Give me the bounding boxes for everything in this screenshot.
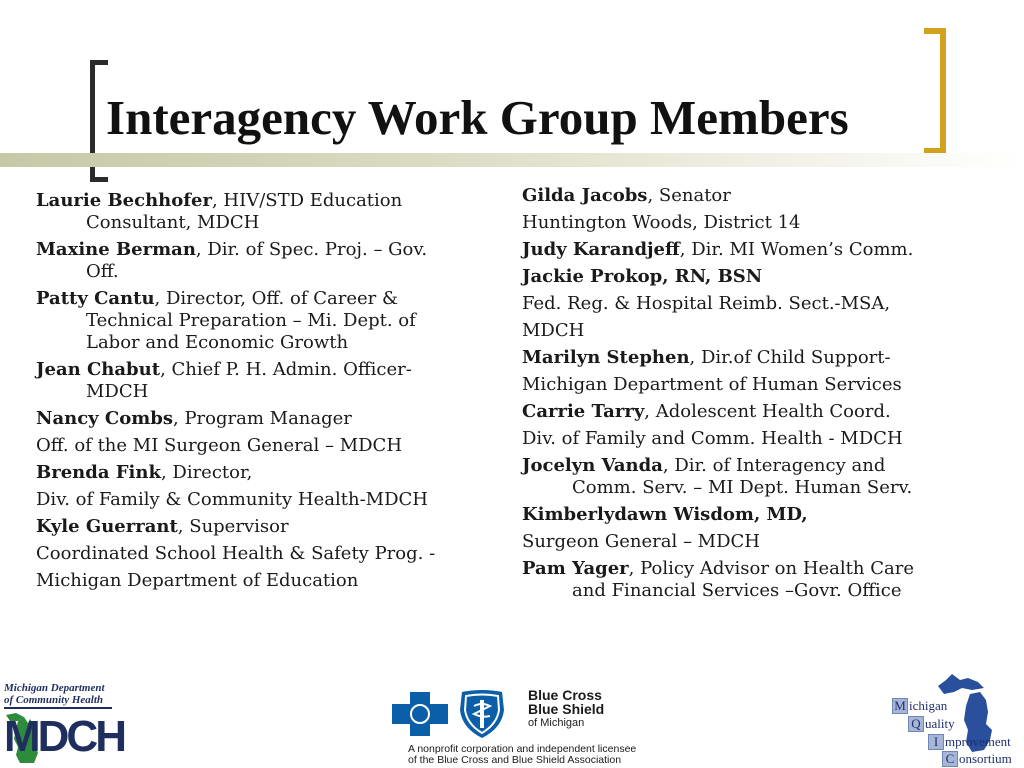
member-name: Kyle Guerrant [36, 516, 178, 537]
member-line: Div. of Family & Community Health-MDCH [36, 489, 428, 510]
mdch-logo-line2: of Community Health [4, 694, 104, 706]
member-line: Surgeon General – MDCH [522, 531, 760, 552]
member-entry [36, 435, 506, 457]
member-title: , HIV/STD Education [211, 190, 403, 211]
member-title: , Director, [160, 462, 253, 483]
member-entry [36, 359, 506, 403]
member-line [522, 455, 992, 477]
member-entry [522, 558, 992, 602]
member-name: Judy Karandjeff [522, 239, 680, 260]
member-entry [36, 543, 506, 565]
member-entry [522, 401, 992, 423]
member-entry [522, 531, 992, 553]
member-name: Gilda Jacobs [522, 185, 648, 206]
member-entry [522, 185, 992, 207]
mqic-word-1-text: ichigan [909, 698, 948, 713]
bcbs-logo-note [408, 744, 636, 766]
member-title: , Supervisor [177, 516, 289, 537]
member-line [522, 266, 992, 288]
member-line [36, 359, 506, 381]
member-entry [36, 516, 506, 538]
member-title: , Dir.of Child Support- [689, 347, 891, 368]
member-line [36, 288, 506, 310]
mdch-logo [4, 682, 124, 764]
bcbs-name-line1: Blue Cross [528, 687, 602, 703]
mqic-cap-q: Q [908, 716, 924, 732]
member-name: Kimberlydawn Wisdom, MD, [522, 504, 808, 525]
member-line: Michigan Department of Human Services [522, 374, 902, 395]
member-name: Jean Chabut [36, 359, 161, 380]
member-title-continued: Technical Preparation – Mi. Dept. of [86, 310, 416, 331]
mqic-word-4 [942, 751, 1012, 767]
member-name: Brenda Fink [36, 462, 161, 483]
mqic-word-2-text: uality [925, 716, 955, 731]
member-entry [522, 293, 992, 315]
member-entry [522, 455, 992, 499]
member-title-continued: and Financial Services –Govr. Office [572, 580, 902, 601]
member-line: Michigan Department of Education [36, 570, 359, 591]
mdch-logo-rule [4, 707, 112, 709]
member-title: , Director, Off. of Career & [154, 288, 398, 309]
bcbs-note-line1: A nonprofit corporation and independent licensee [408, 743, 637, 755]
bcbs-logo-name [528, 688, 604, 730]
member-entry [522, 347, 992, 369]
member-name: Marilyn Stephen [522, 347, 690, 368]
member-title: , Dir. MI Women’s Comm. [679, 239, 914, 260]
member-title: , Adolescent Health Coord. [644, 401, 891, 422]
member-line [36, 408, 506, 430]
member-title-continued: Off. [86, 261, 119, 282]
member-entry [36, 489, 506, 511]
member-entry [36, 462, 506, 484]
member-title: , Senator [647, 185, 731, 206]
member-entry [36, 288, 506, 354]
member-title-continued: Consultant, MDCH [86, 212, 260, 233]
mqic-word-3-text: mprovement [945, 734, 1011, 749]
member-line: Coordinated School Health & Safety Prog. - [36, 543, 436, 564]
member-line: Div. of Family and Comm. Health - MDCH [522, 428, 903, 449]
member-entry [522, 428, 992, 450]
mqic-cap-m: M [892, 698, 908, 714]
member-entry [522, 212, 992, 234]
member-line [522, 347, 992, 369]
bcbs-name-line2: Blue Shield [528, 701, 605, 717]
member-line: MDCH [522, 320, 585, 341]
member-line [522, 504, 992, 526]
member-line [522, 185, 992, 207]
member-line [36, 190, 506, 212]
mqic-cap-i: I [928, 734, 944, 750]
mqic-word-2 [908, 716, 955, 732]
bcbs-logo [390, 688, 690, 766]
title-bracket-right [924, 28, 946, 154]
title-underline-bar [0, 153, 1024, 167]
member-line [36, 462, 506, 484]
member-line [522, 401, 992, 423]
member-title: , Program Manager [173, 408, 352, 429]
member-line [522, 558, 992, 580]
mqic-cap-c: C [942, 751, 958, 767]
member-name: Laurie Bechhofer [36, 190, 212, 211]
mqic-word-1 [892, 698, 947, 714]
member-entry [36, 190, 506, 234]
bcbs-note-line2: of the Blue Cross and Blue Shield Association [408, 754, 622, 766]
member-line [36, 516, 506, 538]
mqic-logo [888, 672, 1022, 768]
mqic-word-4-text: onsortium [959, 751, 1012, 766]
member-entry [36, 239, 506, 283]
member-title: , Dir. of Spec. Proj. – Gov. [195, 239, 428, 260]
member-name: Patty Cantu [36, 288, 155, 309]
mdch-logo-mark [4, 711, 124, 761]
member-name: Maxine Berman [36, 239, 196, 260]
member-title-continued: MDCH [86, 381, 149, 402]
member-title-continued: Comm. Serv. – MI Dept. Human Serv. [572, 477, 913, 498]
member-entry [522, 374, 992, 396]
members-left-column [36, 190, 506, 597]
bcbs-name-line3: of Michigan [528, 717, 585, 729]
member-entry [522, 239, 992, 261]
member-name: Carrie Tarry [522, 401, 645, 422]
mdch-logo-text: MDCH [4, 712, 124, 761]
member-line: Fed. Reg. & Hospital Reimb. Sect.-MSA, [522, 293, 891, 314]
mdch-logo-line1: Michigan Department [4, 682, 105, 694]
member-title: , Policy Advisor on Health Care [628, 558, 914, 579]
blue-cross-shield-icon [390, 688, 522, 740]
member-title-continued: Labor and Economic Growth [86, 332, 349, 353]
member-line: Off. of the MI Surgeon General – MDCH [36, 435, 403, 456]
members-right-column [522, 185, 992, 607]
member-name: Nancy Combs [36, 408, 173, 429]
member-name: Jocelyn Vanda [522, 455, 663, 476]
member-line [522, 239, 992, 261]
member-entry [522, 266, 992, 288]
member-name: Jackie Prokop, RN, BSN [522, 266, 763, 287]
member-title: , Dir. of Interagency and [662, 455, 886, 476]
member-entry [36, 408, 506, 430]
member-line [36, 239, 506, 261]
member-title: , Chief P. H. Admin. Officer- [160, 359, 412, 380]
member-entry [522, 504, 992, 526]
member-line: Huntington Woods, District 14 [522, 212, 801, 233]
member-entry [522, 320, 992, 342]
slide-title: Interagency Work Group Members [106, 90, 849, 145]
member-name: Pam Yager [522, 558, 629, 579]
member-entry [36, 570, 506, 592]
mqic-word-3 [928, 734, 1011, 750]
